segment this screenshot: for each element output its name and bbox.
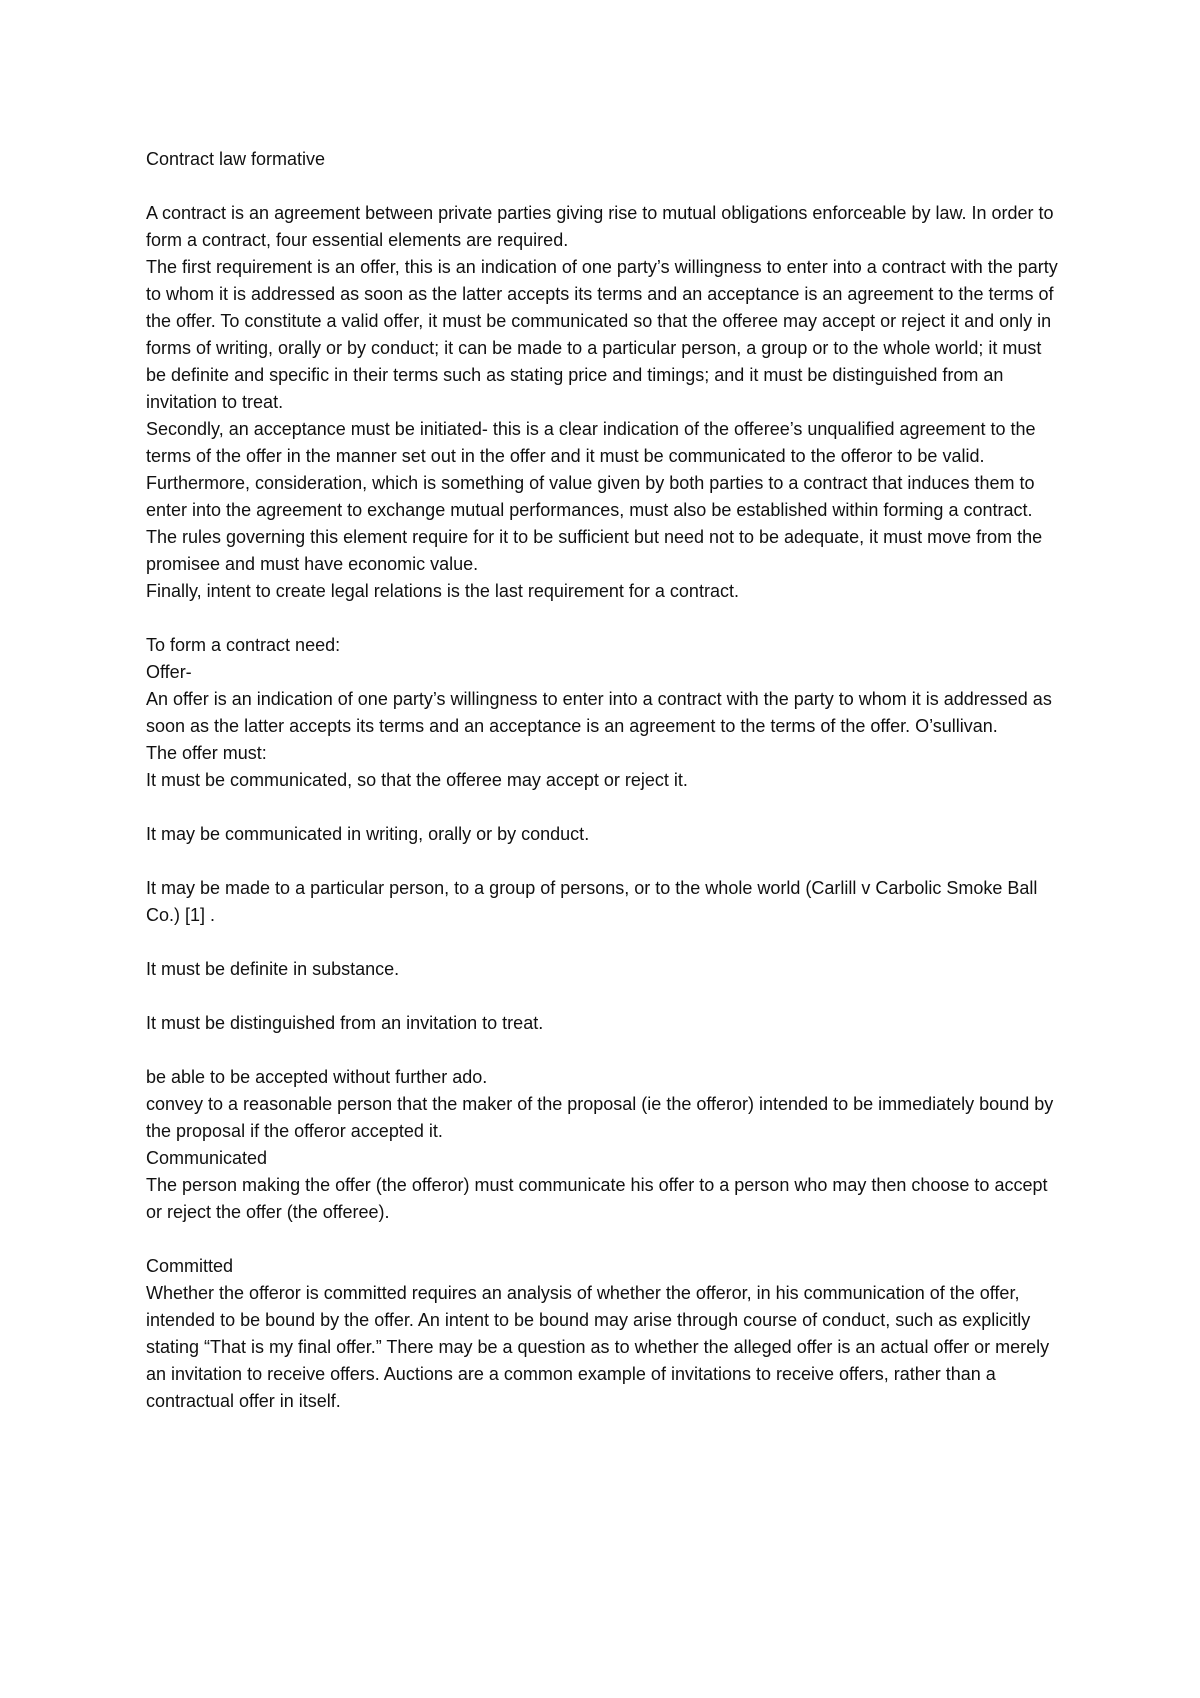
acceptance-note: be able to be accepted without further ado.: [146, 1067, 488, 1087]
committed-text: Whether the offeror is committed requires an analysis of whether the offeror, in his communication of the offer, intended to be bound by the offer. An intent to be bound may arise through course of conduct, such as explicitly stating “That is my final offer.” There may be a question as to whether the alleged offer is an actual offer or merely an invitation to receive offers. Auctions are a common example of invitations to receive offers, rather than a contractual offer in itself.: [146, 1283, 1050, 1411]
intro-paragraph: Furthermore, consideration, which is something of value given by both parties to a contract that induces them to enter into the agreement to exchange mutual performances, must also be established within forming a contract. The rules governing this element require for it to be sufficient but need not to be adequate, it must move from the promisee and must have economic value.: [146, 473, 1043, 574]
committed-heading: Committed: [146, 1256, 234, 1276]
offer-definition: An offer is an indication of one party’s willingness to enter into a contract with the party to whom it is addressed as soon as the latter accepts its terms and an acceptance is an agreement to the terms of the offer. O’sullivan.: [146, 689, 1052, 736]
intro-paragraph: Finally, intent to create legal relations is the last requirement for a contract.: [146, 581, 739, 601]
communicated-heading: Communicated: [146, 1148, 268, 1168]
spacer: [146, 929, 1066, 956]
offer-heading: Offer-: [146, 662, 192, 682]
document-body: [146, 146, 1066, 1415]
intro-paragraph: A contract is an agreement between private parties giving rise to mutual obligations enforceable by law. In order to form a contract, four essential elements are required.: [146, 203, 1054, 250]
offer-rule: It may be communicated in writing, orally or by conduct.: [146, 824, 590, 844]
spacer: [146, 173, 1066, 200]
intro-paragraph: The first requirement is an offer, this is an indication of one party’s willingness to enter into a contract with the party to whom it is addressed as soon as the latter accepts its terms and an acceptance is an agreement to the terms of the offer. To constitute a valid offer, it must be communicated so that the offeree may accept or reject it and only in forms of writing, orally or by conduct; it can be made to a particular person, a group or to the whole world; it must be definite and specific in their terms such as stating price and timings; and it must be distinguished from an invitation to treat.: [146, 257, 1058, 412]
offer-rule: It may be made to a particular person, to a group of persons, or to the whole world (Carlill v Carbolic Smoke Ball Co.) [1] .: [146, 878, 1038, 925]
spacer: [146, 605, 1066, 632]
spacer: [146, 794, 1066, 821]
offer-rule: It must be communicated, so that the offeree may accept or reject it.: [146, 770, 688, 790]
spacer: [146, 1037, 1066, 1064]
document-title: Contract law formative: [146, 149, 326, 169]
spacer: [146, 983, 1066, 1010]
spacer: [146, 848, 1066, 875]
intro-paragraph: Secondly, an acceptance must be initiated- this is a clear indication of the offeree’s unqualified agreement to the terms of the offer in the manner set out in the offer and it must be communicated to the offeror to be valid.: [146, 419, 1036, 466]
communicated-text: The person making the offer (the offeror) must communicate his offer to a person who may then choose to accept or reject the offer (the offeree).: [146, 1175, 1048, 1222]
spacer: [146, 1226, 1066, 1253]
offer-rule: It must be distinguished from an invitation to treat.: [146, 1013, 544, 1033]
acceptance-note: convey to a reasonable person that the maker of the proposal (ie the offeror) intended to be immediately bound by the proposal if the offeror accepted it.: [146, 1094, 1054, 1141]
offer-must-heading: The offer must:: [146, 743, 267, 763]
notes-heading: To form a contract need:: [146, 635, 341, 655]
offer-rule: It must be definite in substance.: [146, 959, 400, 979]
